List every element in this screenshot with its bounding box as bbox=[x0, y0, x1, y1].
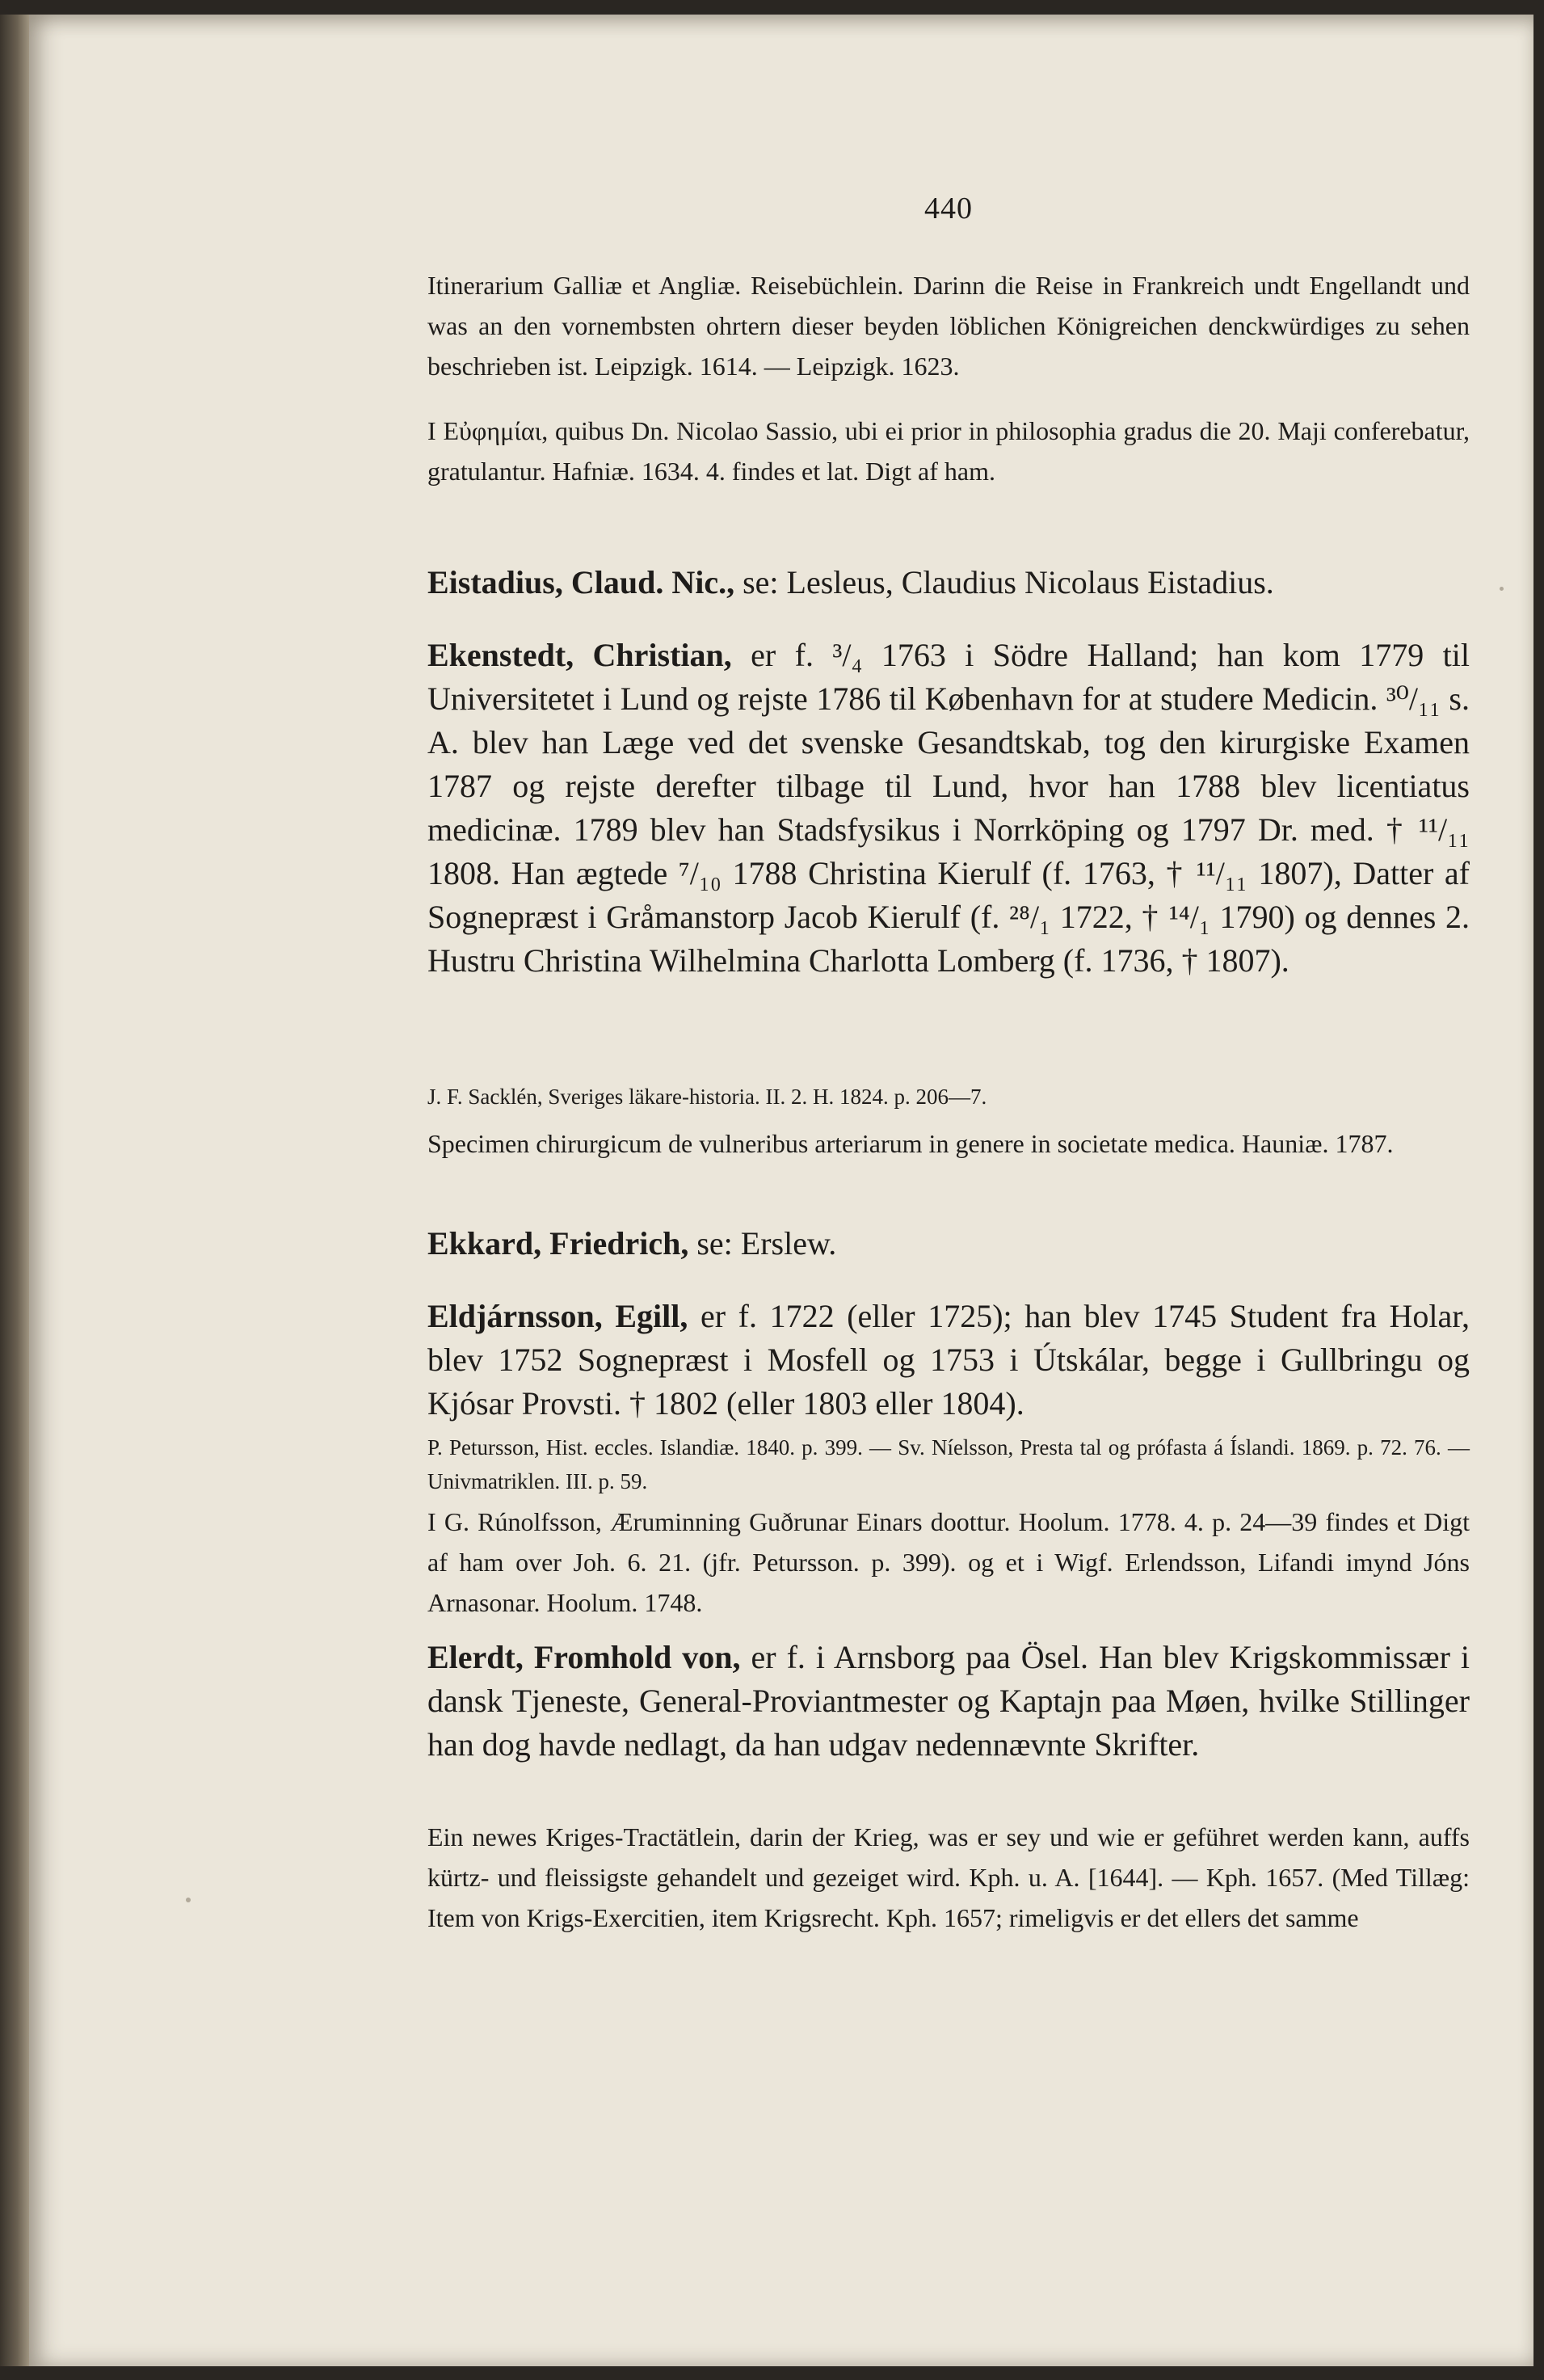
entry-heading: Elerdt, Fromhold von, bbox=[427, 1639, 741, 1675]
paper-speck bbox=[1500, 587, 1504, 591]
entry-heading: Eistadius, Claud. Nic., bbox=[427, 564, 735, 600]
entry-heading: Ekenstedt, Christian, bbox=[427, 637, 732, 673]
entry-eldjarnsson bbox=[427, 1295, 1470, 1426]
entry-ekenstedt bbox=[427, 634, 1470, 983]
entry-ekkard bbox=[427, 1222, 1470, 1266]
paragraph-eufemiai: I Εὐφημίαι, quibus Dn. Nicolao Sassio, ubi ei prior in philosophia gradus die 20. Maji conferebatur, gratulantur. Hafniæ. 1634. 4. findes et lat. Digt af ham. bbox=[427, 416, 1470, 486]
entry-eistadius bbox=[427, 561, 1470, 604]
entry-text: se: Erslew. bbox=[688, 1225, 837, 1262]
entry-text: er f. i Arnsborg paa Ösel. Han blev Krigskommissær i dansk Tjeneste, General-Proviantmester og Kaptajn paa Møen, hvilke Stillinger han dog havde nedlagt, da han udgav nedennævnte Skrifter. bbox=[427, 1639, 1470, 1763]
entry-heading: Eldjárnsson, Egill, bbox=[427, 1298, 688, 1334]
entry-heading: Ekkard, Friedrich, bbox=[427, 1225, 689, 1262]
entry-text: er f. 1722 (eller 1725); han blev 1745 Student fra Holar, blev 1752 Sognepræst i Mosfell og 1753 i Útskálar, begge i Gullbringu og Kjósar Provsti. † 1802 (eller 1803 eller 1804). bbox=[427, 1298, 1470, 1422]
entry-works: Ein newes Kriges-Tractätlein, darin der Krieg, was er sey und wie er geführet werden kann, auffs kürtz- und fleissigste gehandelt und gezeiget wird. Kph. u. A. [1644]. — Kph. 1657. (Med Tillæg: Item von Krigs-Exercitien, item Krigsrecht. Kph. 1657; rimeligvis er det ellers det samme bbox=[427, 1822, 1470, 1932]
paragraph-itinerarium: Itinerarium Galliæ et Angliæ. Reisebüchlein. Darinn die Reise in Frankreich undt Engellandt und was an den vornembsten ohrtern dieser beyden löblichen Königreichen denckwürdiges zu sehen beschrieben ist. Leipzigk. 1614. — Leipzigk. 1623. bbox=[427, 271, 1470, 381]
entry-text: er f. ³/₄ 1763 i Södre Halland; han kom 1779 til Universitetet i Lund og rejste 1786 til København for at studere Medicin. ³⁰/₁₁ s. A. blev han Læge ved det svenske Gesandtskab, tog den kirurgiske Examen 1787 og rejste derefter tilbage til Lund, hvor han 1788 blev licentiatus medicinæ. 1789 blev han Stadsfysikus i Norrköping og 1797 Dr. med. † ¹¹/₁₁ 1808. Han ægtede ⁷/₁₀ 1788 Christina Kierulf (f. 1763, † ¹¹/₁₁ 1807), Datter af Sognepræst i Gråmanstorp Jacob Kierulf (f. ²⁸/₁ 1722, † ¹⁴/₁ 1790) og dennes 2. Hustru Christina Wilhelmina Charlotta Lomberg (f. 1736, † 1807). bbox=[427, 637, 1470, 979]
entry-source: P. Petursson, Hist. eccles. Islandiæ. 1840. p. 399. — Sv. Níelsson, Presta tal og prófasta á Íslandi. 1869. p. 72. 76. — Univmatriklen. III. p. 59. bbox=[427, 1435, 1470, 1493]
paper-speck bbox=[186, 1898, 191, 1902]
entry-works: I G. Rúnolfsson, Æruminning Guðrunar Einars doottur. Hoolum. 1778. 4. p. 24—39 findes et Digt af ham over Joh. 6. 21. (jfr. Petursson. p. 399). og et i Wigf. Erlendsson, Lifandi imynd Jóns Arnasonar. Hoolum. 1748. bbox=[427, 1507, 1470, 1617]
entry-elerdt bbox=[427, 1636, 1470, 1767]
entry-text: se: Lesleus, Claudius Nicolaus Eistadius. bbox=[734, 564, 1274, 600]
book-page bbox=[29, 15, 1533, 2366]
entry-works: Specimen chirurgicum de vulneribus arteriarum in genere in societate medica. Hauniæ. 1787. bbox=[427, 1129, 1394, 1158]
page-number: 440 bbox=[924, 192, 973, 225]
entry-source: J. F. Sacklén, Sveriges läkare-historia. II. 2. H. 1824. p. 206—7. bbox=[427, 1085, 987, 1109]
